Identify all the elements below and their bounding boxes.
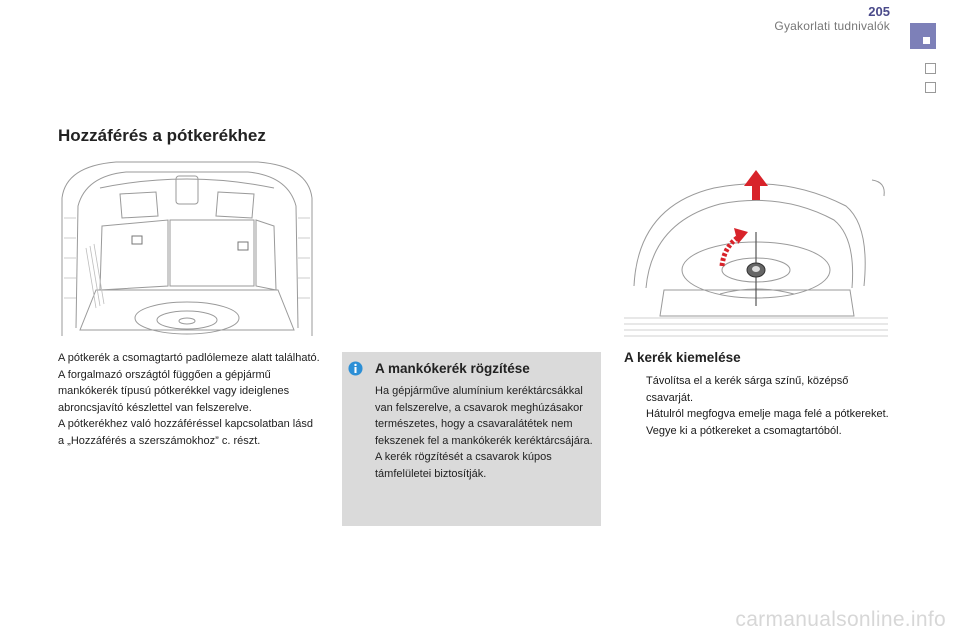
intro-paragraph: A pótkerék a csomagtartó padlólemeze alatt található. [58, 352, 320, 364]
section-name: Gyakorlati tudnivalók [774, 19, 890, 33]
wheel-removal-title: A kerék kiemelése [624, 350, 741, 365]
step-item [624, 423, 889, 440]
step-item [624, 406, 889, 423]
page-number: 205 [868, 4, 890, 19]
lift-arrow-head [744, 170, 768, 186]
wheel-removal-steps [624, 373, 889, 439]
step-item [624, 373, 889, 406]
watermark: carmanualsonline.info [735, 608, 946, 631]
step-text: Távolítsa el a kerék sárga színű, középső csavarját. [646, 375, 849, 404]
intro-paragraph: A pótkerékhez való hozzáféréssel kapcsolatban lásd a „Hozzáférés a szerszámokhoz” c. részt. [58, 418, 313, 447]
info-box-body: Ha gépjárműve alumínium keréktárcsákkal van felszerelve, a csavarok meghúzásakor természetes, hogy a csavaralátétek nem fekszenek fel a mankókerék keréktárcsájára. A kerék rögzítését a csavarok kúpos támfelületei biztosítják. [375, 385, 593, 480]
intro-paragraph: A forgalmazó országtól függően a gépjármű mankókerék típusú pótkerékkel vagy ideiglenes abroncsjavító készlettel van felszerelve. [58, 368, 290, 414]
step-text: Hátulról megfogva emelje maga felé a pótkereket. [646, 408, 889, 420]
chapter-tab-empty-1 [925, 63, 936, 74]
chapter-tab-marker [910, 23, 936, 49]
info-icon [348, 361, 363, 376]
step-text: Vegye ki a pótkereket a csomagtartóból. [646, 424, 842, 437]
intro-text [58, 350, 320, 449]
trunk-illustration [56, 158, 318, 338]
wheel-well-illustration [624, 166, 888, 338]
chapter-tab-empty-2 [925, 82, 936, 93]
info-box-title: A mankókerék rögzítése [375, 361, 530, 376]
page-title: Hozzáférés a pótkerékhez [58, 126, 266, 145]
unscrew-arrow-head [734, 228, 748, 244]
info-box [342, 352, 601, 526]
